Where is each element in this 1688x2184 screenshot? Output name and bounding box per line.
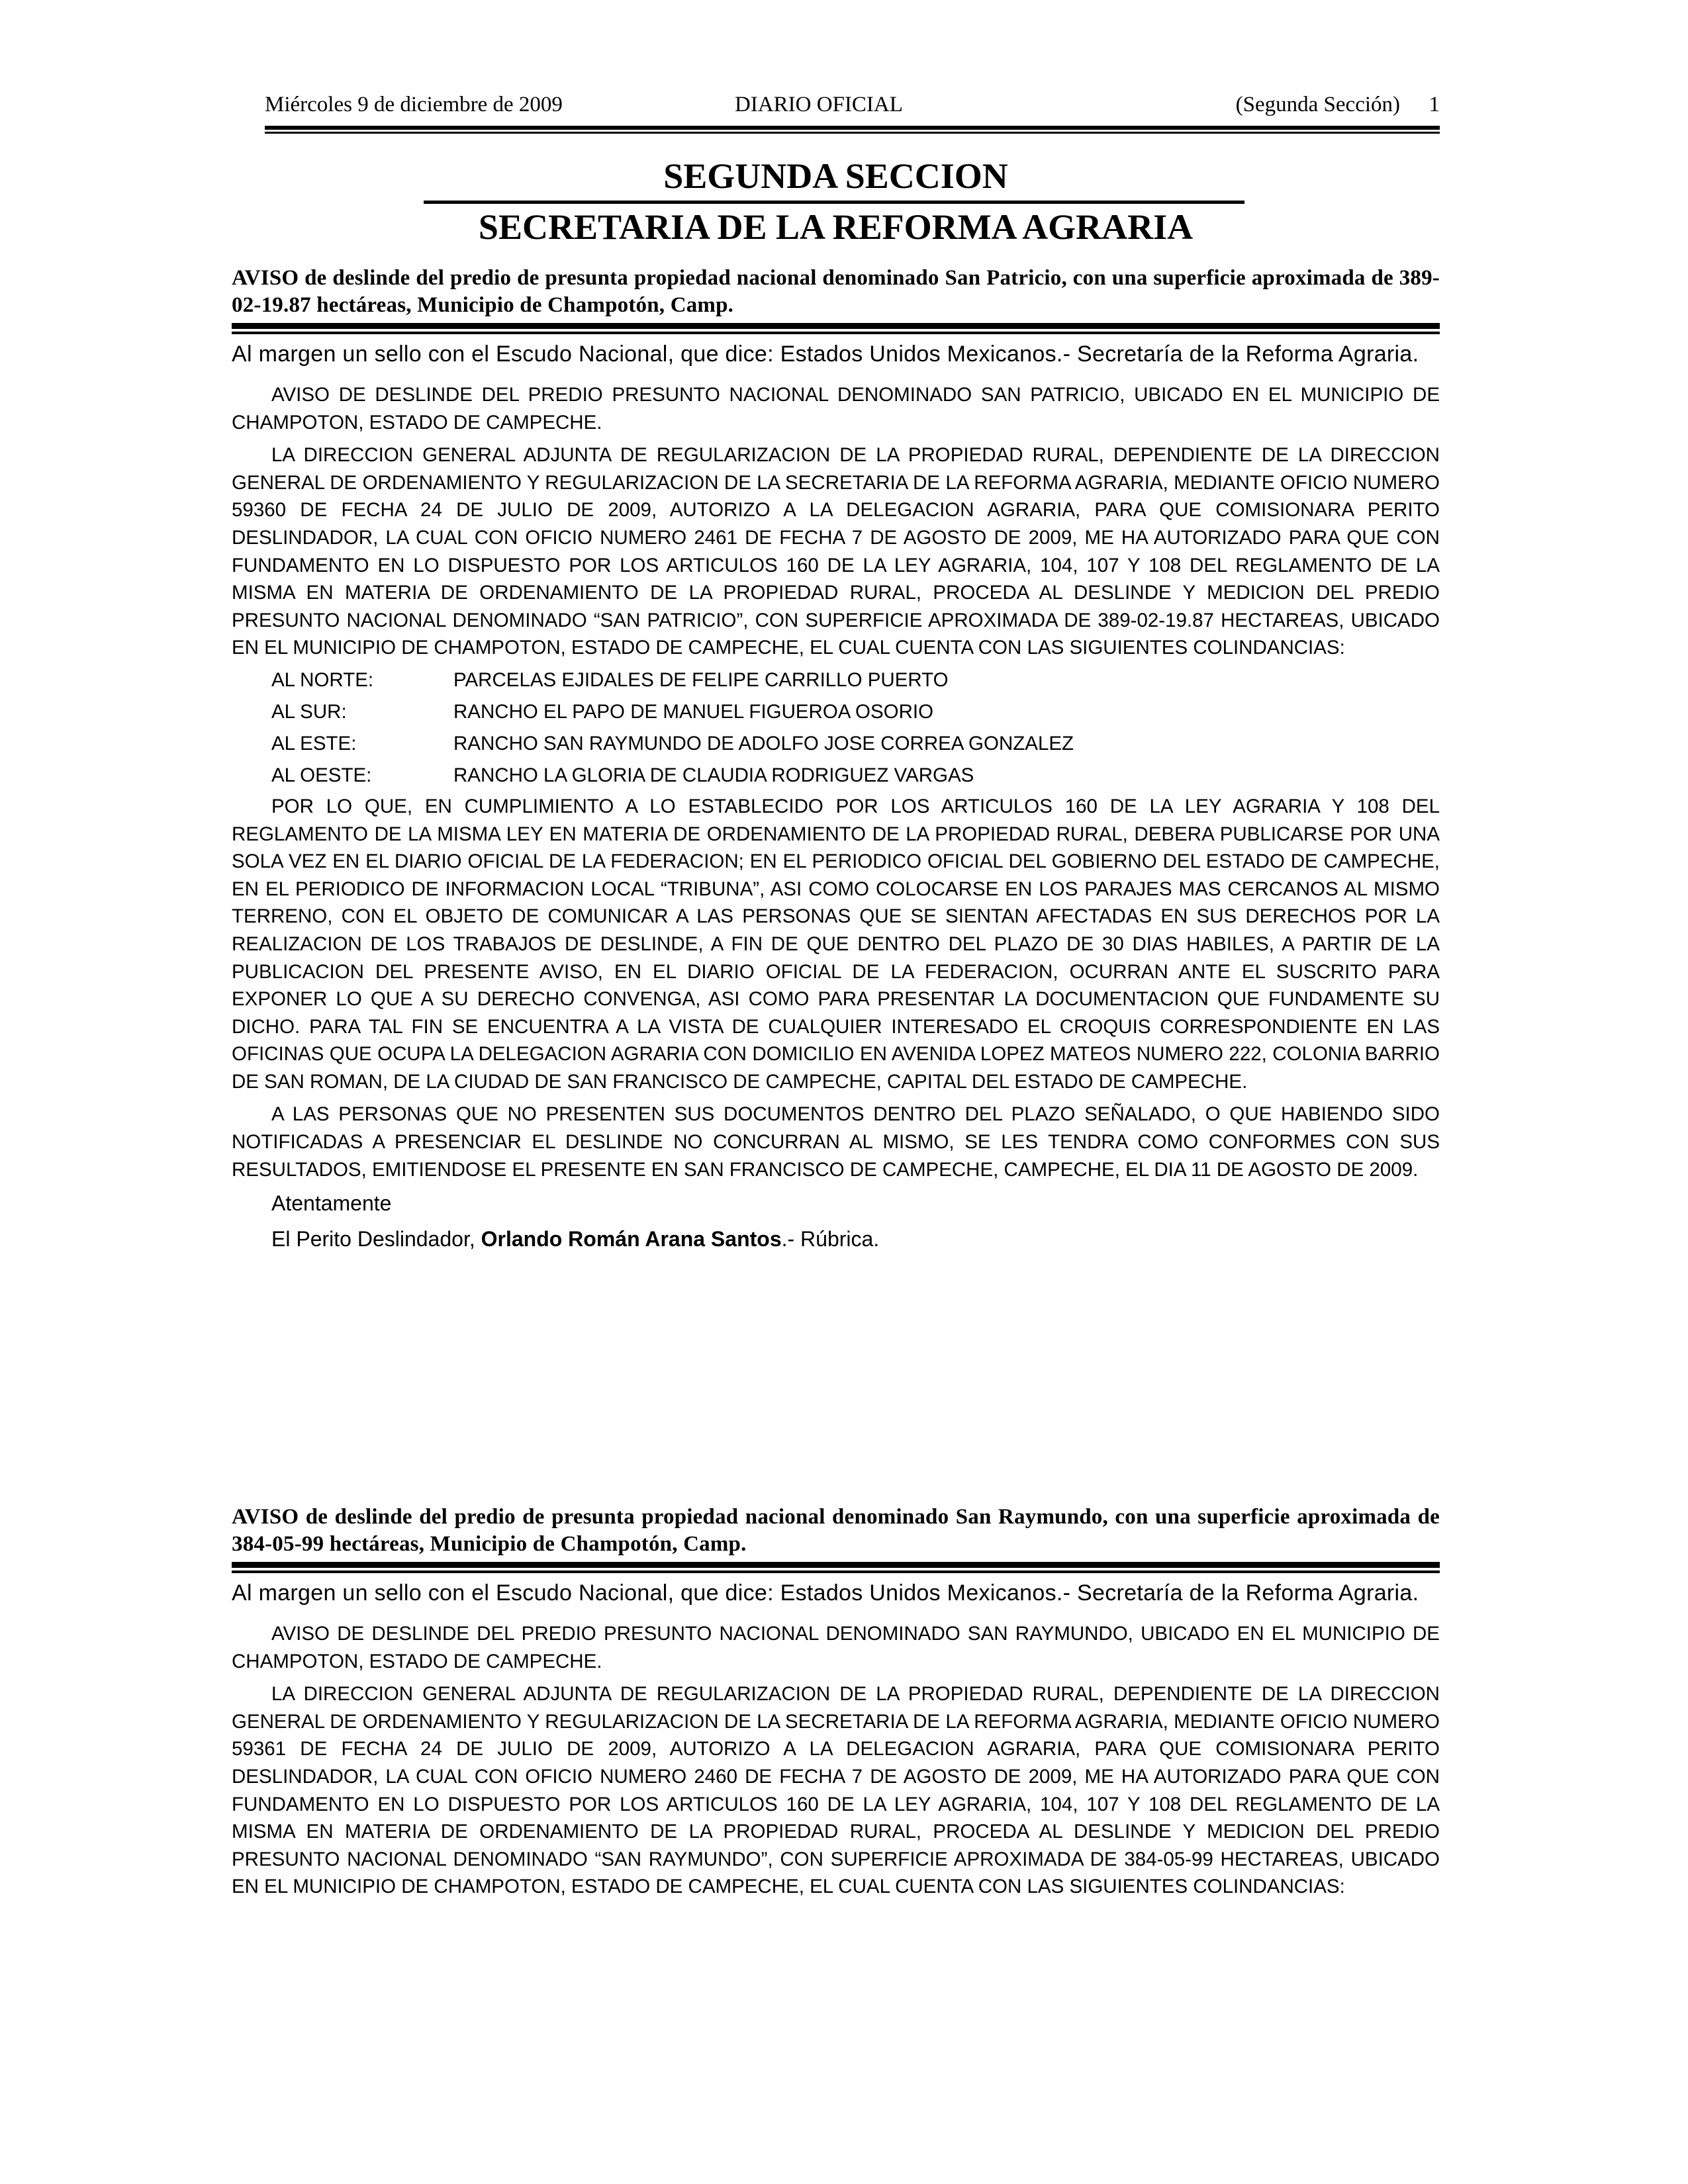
running-head: [265, 93, 1440, 126]
notice-paragraph: LA DIRECCION GENERAL ADJUNTA DE REGULARIZACION DE LA PROPIEDAD RURAL, DEPENDIENTE DE LA DIRECCION GENERAL DE ORDENAMIENTO Y REGULARIZACION DE LA SECRETARIA DE LA REFORMA AGRARIA, MEDIANTE OFICIO NUMERO 59361 DE FECHA 24 DE JULIO DE 2009, AUTORIZO A LA DELEGACION AGRARIA, PARA QUE COMISIONARA PERITO DESLINDADOR, LA CUAL CON OFICIO NUMERO 2460 DE FECHA 7 DE AGOSTO DE 2009, ME HA AUTORIZADO PARA QUE CON FUNDAMENTO EN LO DISPUESTO POR LOS ARTICULOS 160 DE LA LEY AGRARIA, 104, 107 Y 108 DEL REGLAMENTO DE LA MISMA EN MATERIA DE ORDENAMIENTO DE LA PROPIEDAD RURAL, PROCEDA AL DESLINDE Y MEDICION DEL PREDIO PRESUNTO NACIONAL DENOMINADO “SAN RAYMUNDO”, CON SUPERFICIE APROXIMADA DE 384-05-99 HECTAREAS, UBICADO EN EL MUNICIPIO DE CHAMPOTON, ESTADO DE CAMPECHE, EL CUAL CUENTA CON LAS SIGUIENTES COLINDANCIAS:: [232, 1683, 1440, 1898]
notice-title-rule: [232, 323, 1440, 334]
publication-date: Miércoles 9 de diciembre de 2009: [265, 93, 563, 116]
boundary-label: AL OESTE:: [271, 764, 372, 786]
signature-line: [232, 1223, 1440, 1255]
boundary-row-north: [232, 664, 1440, 696]
journal-name: DIARIO OFICIAL: [735, 93, 903, 116]
section-label: (Segunda Sección): [1235, 93, 1400, 116]
notice-paragraph: POR LO QUE, EN CUMPLIMIENTO A LO ESTABLECIDO POR LOS ARTICULOS 160 DE LA LEY AGRARIA Y 108 DEL REGLAMENTO DE LA MISMA LEY EN MATERIA DE ORDENAMIENTO DE LA PROPIEDAD RURAL, DEBERA PUBLICARSE POR UNA SOLA VEZ EN EL DIARIO OFICIAL DE LA FEDERACION; EN EL PERIODICO OFICIAL DEL GOBIERNO DEL ESTADO DE CAMPECHE, EN EL PERIODICO DE INFORMACION LOCAL “TRIBUNA”, ASI COMO COLOCARSE EN LOS PARAJES MAS CERCANOS AL MISMO TERRENO, CON EL OBJETO DE COMUNICAR A LAS PERSONAS QUE SE SIENTAN AFECTADAS EN SUS DERECHOS POR LA REALIZACION DE LOS TRABAJOS DE DESLINDE, A FIN DE QUE DENTRO DEL PLAZO DE 30 DIAS HABILES, A PARTIR DE LA PUBLICACION DEL PRESENTE AVISO, EN EL DIARIO OFICIAL DE LA FEDERACION, OCURRAN ANTE EL SUSCRITO PARA EXPONER LO QUE A SU DERECHO CONVENGA, ASI COMO PARA PRESENTAR LA DOCUMENTACION QUE FUNDAMENTE SU DICHO. PARA TAL FIN SE ENCUENTRA A LA VISTA DE CUALQUIER INTERESADO EL CROQUIS CORRESPONDIENTE EN LAS OFICINAS QUE OCUPA LA DELEGACION AGRARIA CON DOMICILIO EN AVENIDA LOPEZ MATEOS NUMERO 222, COLONIA BARRIO DE SAN ROMAN, DE LA CIUDAD DE SAN FRANCISCO DE CAMPECHE, CAPITAL DEL ESTADO DE CAMPECHE.: [232, 795, 1440, 1093]
notice-title: AVISO de deslinde del predio de presunta propiedad nacional denominado San Patricio, con una superficie aproximada de 389-02-19.87 hectáreas, Municipio de Champotón, Camp.: [232, 266, 1440, 317]
notice-seal-text: Al margen un sello con el Escudo Nacional, que dice: Estados Unidos Mexicanos.- Secretaría de la Reforma Agraria.: [232, 1580, 1419, 1606]
boundaries-list: [232, 664, 1440, 792]
notice-seal-text: Al margen un sello con el Escudo Nacional, que dice: Estados Unidos Mexicanos.- Secretaría de la Reforma Agraria.: [232, 341, 1419, 367]
boundary-row-east: [232, 728, 1440, 760]
notice-title-rule: [232, 1562, 1440, 1573]
signatory-name: Orlando Román Arana Santos: [481, 1227, 782, 1251]
notice-paragraph: AVISO DE DESLINDE DEL PREDIO PRESUNTO NACIONAL DENOMINADO SAN RAYMUNDO, UBICADO EN EL MUNICIPIO DE CHAMPOTON, ESTADO DE CAMPECHE.: [232, 1623, 1440, 1672]
page-number: 1: [1429, 93, 1440, 116]
notice-paragraph: AVISO DE DESLINDE DEL PREDIO PRESUNTO NACIONAL DENOMINADO SAN PATRICIO, UBICADO EN EL MUNICIPIO DE CHAMPOTON, ESTADO DE CAMPECHE.: [232, 384, 1440, 433]
notice-paragraph: LA DIRECCION GENERAL ADJUNTA DE REGULARIZACION DE LA PROPIEDAD RURAL, DEPENDIENTE DE LA DIRECCION GENERAL DE ORDENAMIENTO Y REGULARIZACION DE LA SECRETARIA DE LA REFORMA AGRARIA, MEDIANTE OFICIO NUMERO 59360 DE FECHA 24 DE JULIO DE 2009, AUTORIZO A LA DELEGACION AGRARIA, PARA QUE COMISIONARA PERITO DESLINDADOR, LA CUAL CON OFICIO NUMERO 2461 DE FECHA 7 DE AGOSTO DE 2009, ME HA AUTORIZADO PARA QUE CON FUNDAMENTO EN LO DISPUESTO POR LOS ARTICULOS 160 DE LA LEY AGRARIA, 104, 107 Y 108 DEL REGLAMENTO DE LA MISMA EN MATERIA DE ORDENAMIENTO DE LA PROPIEDAD RURAL, PROCEDA AL DESLINDE Y MEDICION DEL PREDIO PRESUNTO NACIONAL DENOMINADO “SAN PATRICIO”, CON SUPERFICIE APROXIMADA DE 389-02-19.87 HECTAREAS, UBICADO EN EL MUNICIPIO DE CHAMPOTON, ESTADO DE CAMPECHE, EL CUAL CUENTA CON LAS SIGUIENTES COLINDANCIAS:: [232, 444, 1440, 659]
boundary-value: RANCHO SAN RAYMUNDO DE ADOLFO JOSE CORREA GONZALEZ: [453, 732, 1074, 754]
section-heading-rule: [424, 201, 1244, 204]
boundary-row-west: [232, 760, 1440, 792]
section-heading: SEGUNDA SECCION: [663, 156, 1008, 196]
boundary-label: AL ESTE:: [271, 732, 357, 754]
closing-salutation: Atentamente: [271, 1191, 392, 1216]
boundary-label: AL SUR:: [271, 700, 347, 723]
signature-prefix: El Perito Deslindador,: [271, 1227, 481, 1251]
boundary-value: RANCHO LA GLORIA DE CLAUDIA RODRIGUEZ VARGAS: [453, 764, 974, 786]
header-double-rule: [265, 126, 1440, 134]
boundary-row-south: [232, 696, 1440, 728]
notice-san-raymundo: [232, 1504, 1440, 1901]
notice-paragraph: A LAS PERSONAS QUE NO PRESENTEN SUS DOCUMENTOS DENTRO DEL PLAZO SEÑALADO, O QUE HABIENDO SIDO NOTIFICADAS A PRESENCIAR EL DESLINDE NO CONCURRAN AL MISMO, SE LES TENDRA COMO CONFORMES CON SUS RESULTADOS, EMITIENDOSE EL PRESENTE EN SAN FRANCISCO DE CAMPECHE, CAMPECHE, EL DIA 11 DE AGOSTO DE 2009.: [232, 1103, 1440, 1181]
notice-title: AVISO de deslinde del predio de presunta propiedad nacional denominado San Raymundo, con una superficie aproximada de 384-05-99 hectáreas, Municipio de Champotón, Camp.: [232, 1505, 1440, 1556]
boundary-value: PARCELAS EJIDALES DE FELIPE CARRILLO PUERTO: [453, 668, 949, 691]
signature-suffix: .- Rúbrica.: [781, 1227, 880, 1251]
notice-san-patricio: [232, 265, 1440, 1255]
ministry-heading: SECRETARIA DE LA REFORMA AGRARIA: [478, 207, 1194, 247]
boundary-label: AL NORTE:: [271, 668, 374, 691]
boundary-value: RANCHO EL PAPO DE MANUEL FIGUEROA OSORIO: [453, 700, 934, 723]
